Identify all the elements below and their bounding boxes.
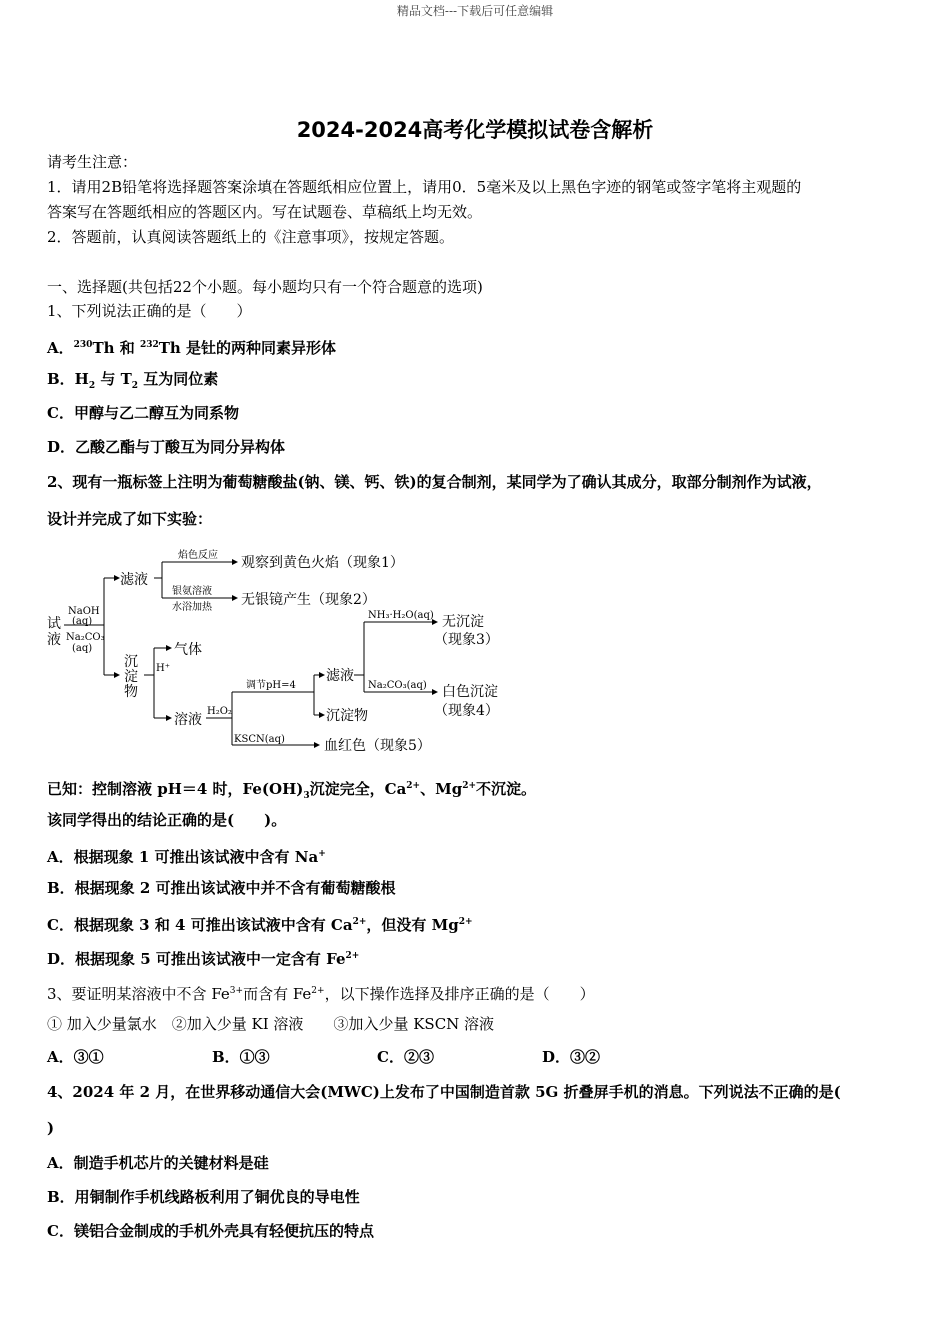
label-rongye: 溶液: [174, 712, 202, 728]
label-obs2: 无银镜产生（现象2）: [241, 592, 376, 608]
label-shiye-2: 液: [47, 632, 61, 648]
q3-operations: ① 加入少量氯水 ②加入少量 KI 溶液 ③加入少量 KSCN 溶液: [47, 1015, 495, 1033]
label-wuchen: 无沉淀: [442, 614, 484, 630]
q2-stem-b: 设计并完成了如下实验：: [47, 510, 213, 528]
label-obs3: （现象3）: [434, 632, 499, 648]
label-chendianwu: 沉淀物: [326, 708, 368, 724]
q1-option-c: C．甲醇与乙二醇互为同系物: [47, 404, 239, 422]
label-naoh: NaOH: [68, 606, 100, 617]
label-kscn: KSCN(aq): [234, 734, 285, 745]
label-lvye: 滤液: [120, 572, 148, 588]
notice-line-2: 2．答题前，认真阅读答题纸上的《注意事项》，按规定答题。: [47, 228, 455, 246]
experiment-flow-diagram: [44, 540, 514, 765]
q1-option-a: A．$^{230}$Th 和 $^{232}$Th 是钍的两种同素异形体: [47, 339, 337, 357]
label-xuehong: 血红色（现象5）: [324, 738, 431, 754]
label-baise: 白色沉淀: [442, 684, 498, 700]
q2-option-b: B．根据现象 2 可推出该试液中并不含有葡萄糖酸根: [47, 879, 396, 897]
notice-heading: 请考生注意：: [47, 153, 138, 171]
q3-option-d: D．③②: [542, 1048, 601, 1066]
label-tiaojie: 调节pH=4: [246, 680, 296, 691]
label-obs4: （现象4）: [434, 703, 499, 719]
notice-line-1b: 答案写在答题纸相应的答题区内。写在试题卷、草稿纸上均无效。: [47, 203, 483, 221]
label-nh3: NH₃·H₂O(aq): [368, 610, 434, 621]
q1-option-d: D．乙酸乙酯与丁酸互为同分异构体: [47, 438, 286, 456]
q1-option-b: B．$H_2$ 与 $T_2$ 互为同位素: [47, 370, 219, 391]
q3-option-c: C．②③: [377, 1048, 434, 1066]
label-lvye2: 滤液: [326, 668, 354, 684]
q3-option-b: B．①③: [212, 1048, 270, 1066]
q3-stem: 3、要证明某溶液中不含 $Fe^{3+}$而含有 $Fe^{2+}$，以下操作选择及排序正确的是（ ）: [47, 985, 595, 1003]
q2-option-d: D．根据现象 5 可推出该试液中一定含有 $Fe^{2+}$: [47, 950, 360, 968]
label-na2co3b: Na₂CO₃(aq): [368, 680, 427, 691]
q1-stem: 1、下列说法正确的是（ ）: [47, 302, 252, 320]
q2-option-c: C．根据现象 3 和 4 可推出该试液中含有 $Ca^{2+}$，但没有 $Mg^{2+}$: [47, 916, 473, 934]
q4-option-a: A．制造手机芯片的关键材料是硅: [47, 1154, 269, 1172]
q2-option-a: A．根据现象 1 可推出该试液中含有 Na+: [47, 848, 326, 866]
label-aq2: (aq): [72, 643, 93, 654]
q4-option-b: B．用铜制作手机线路板利用了铜优良的导电性: [47, 1188, 360, 1206]
label-yinan: 银氨溶液: [172, 586, 212, 597]
q2-known: 已知：控制溶液 pH＝4 时，$Fe(OH)_3$沉淀完全，$Ca^{2+}$、$Mg^{2+}$不沉淀。: [47, 780, 537, 801]
q2-ask: 该同学得出的结论正确的是( )。: [47, 811, 287, 829]
label-aq1: (aq): [72, 616, 93, 627]
page-title: 2024-2024高考化学模拟试卷含解析: [296, 118, 654, 142]
label-chen-1: 沉: [124, 654, 138, 670]
q2-stem-a: 2、现有一瓶标签上注明为葡萄糖酸盐(钠、镁、钙、铁)的复合制剂，某同学为了确认其成分，取部分制剂作为试液，: [47, 473, 822, 491]
label-chen-2: 淀: [124, 669, 138, 685]
label-shuiyu: 水浴加热: [172, 602, 212, 613]
label-yanse: 焰色反应: [178, 550, 218, 561]
page-header: 精品文档---下载后可任意编辑: [396, 4, 554, 18]
label-qiti: 气体: [174, 642, 202, 658]
q4-stem-b: ): [47, 1119, 55, 1137]
label-obs1: 观察到黄色火焰（现象1）: [241, 555, 404, 571]
label-shiye-1: 试: [47, 616, 61, 632]
label-hplus: H⁺: [156, 663, 170, 674]
q4-option-c: C．镁铝合金制成的手机外壳具有轻便抗压的特点: [47, 1222, 374, 1240]
label-chen-3: 物: [124, 684, 138, 700]
q3-option-a: A．③①: [47, 1048, 104, 1066]
q4-stem-a: 4、2024 年 2 月，在世界移动通信大会(MWC)上发布了中国制造首款 5G 折叠屏手机的消息。下列说法不正确的是(: [47, 1083, 841, 1101]
section-heading: 一、选择题(共包括22个小题。每小题均只有一个符合题意的选项): [47, 278, 483, 296]
label-na2co3: Na₂CO₃: [66, 632, 105, 643]
notice-line-1a: 1．请用2B铅笔将选择题答案涂填在答题纸相应位置上，请用0．5毫米及以上黑色字迹的钢笔或签字笔将主观题的: [47, 178, 802, 196]
label-h2o2: H₂O₂: [207, 706, 232, 717]
